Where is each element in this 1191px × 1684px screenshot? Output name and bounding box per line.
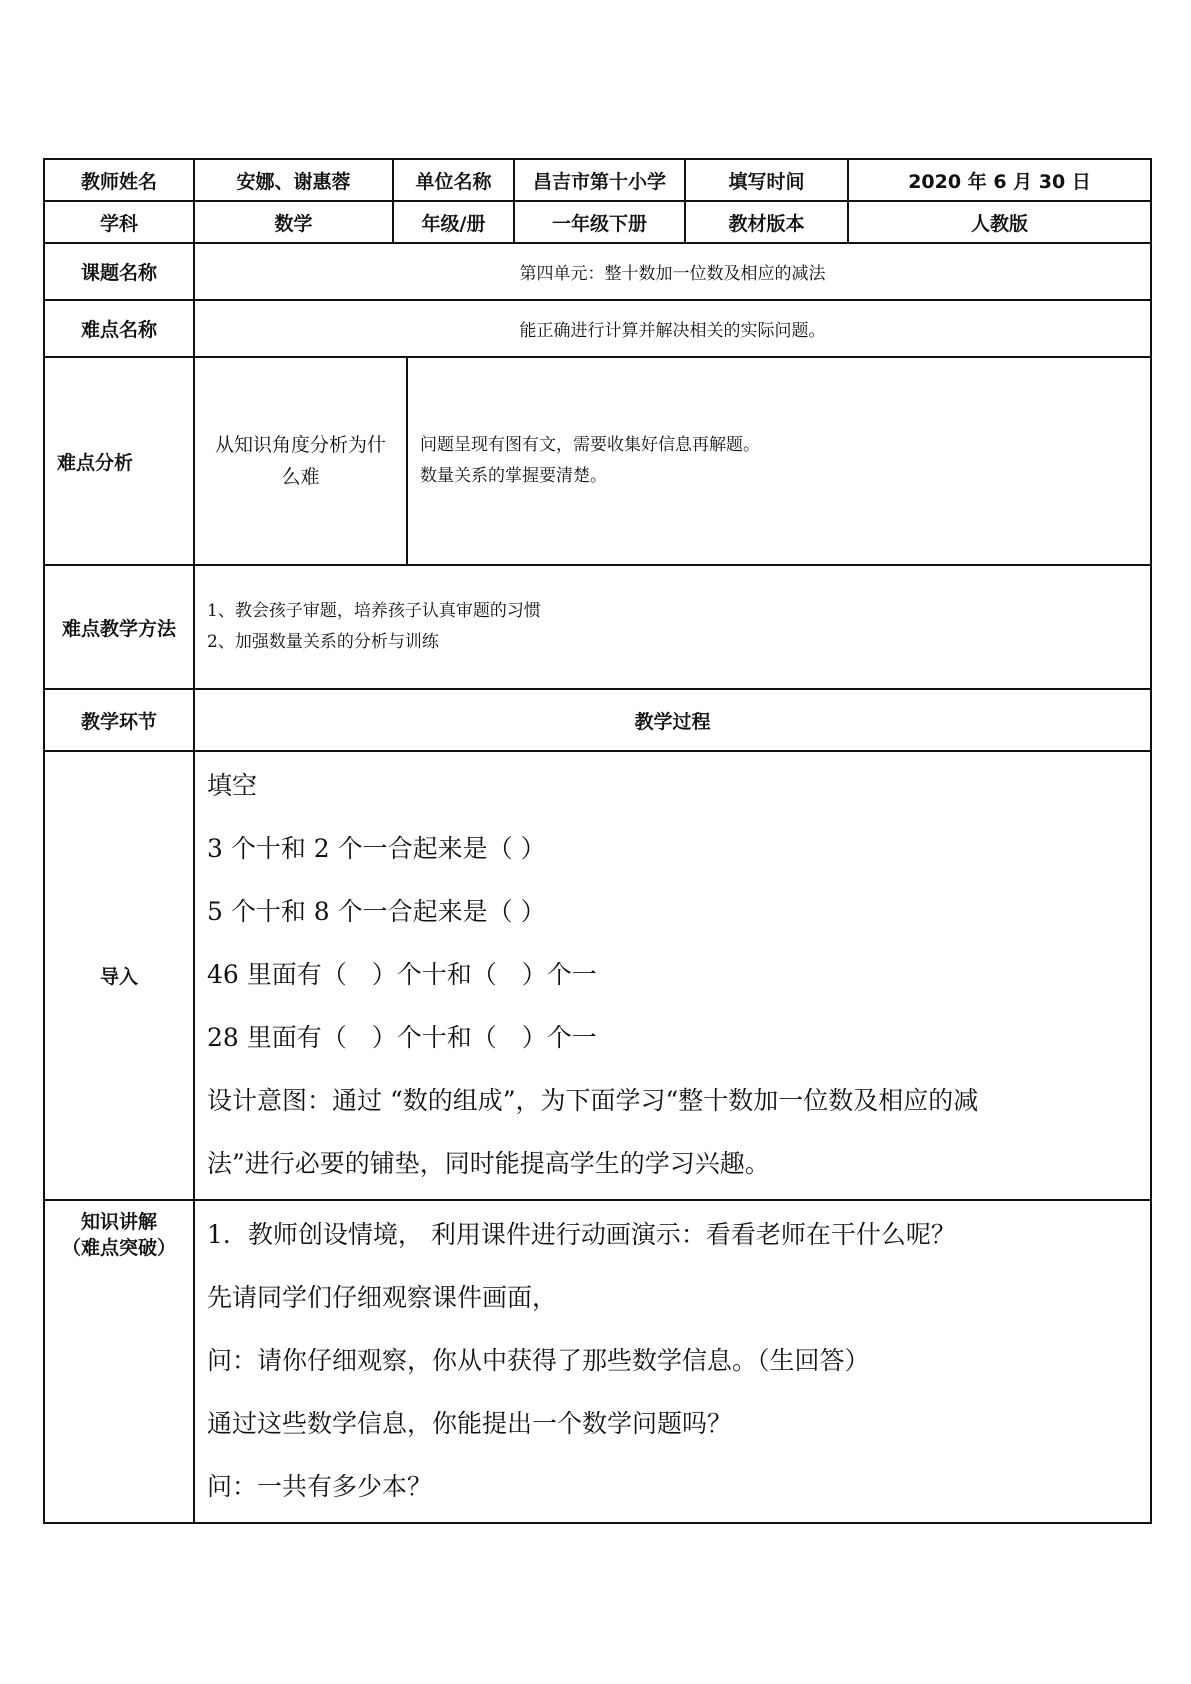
knowledge-line: 问：请你仔细观察，你从中获得了那些数学信息。（生回答） <box>207 1346 870 1375</box>
knowledge-content <box>194 1200 1151 1523</box>
subject-label: 学科 <box>44 201 194 243</box>
fill-date-label: 填写时间 <box>685 159 848 201</box>
analysis-line: 问题呈现有图有文，需要收集好信息再解题。 <box>420 435 760 455</box>
topic-label: 课题名称 <box>44 243 194 300</box>
method-content <box>194 565 1151 689</box>
knowledge-label-line-1: 知识讲解 <box>80 1211 157 1233</box>
method-label: 难点教学方法 <box>44 565 194 689</box>
knowledge-line: 问：一共有多少本？ <box>207 1472 433 1501</box>
intro-line: 设计意图：通过 “数的组成”，为下面学习“整十数加一位数及相应的减 <box>207 1086 979 1115</box>
topic-row <box>44 243 1151 300</box>
unit-name-label: 单位名称 <box>393 159 514 201</box>
intro-row <box>44 751 1151 1200</box>
teacher-name-value: 安娜、谢惠蓉 <box>194 159 393 201</box>
grade-label: 年级/册 <box>393 201 514 243</box>
knowledge-line: 先请同学们仔细观察课件画面， <box>207 1283 558 1312</box>
teacher-name-label: 教师姓名 <box>44 159 194 201</box>
analysis-line: 数量关系的掌握要清楚。 <box>420 466 607 486</box>
analysis-content <box>407 357 1151 565</box>
knowledge-label <box>44 1200 194 1523</box>
difficulty-value: 能正确进行计算并解决相关的实际问题。 <box>194 300 1151 357</box>
intro-line: 5 个十和 8 个一合起来是（ ） <box>207 897 546 926</box>
intro-line: 法”进行必要的铺垫，同时能提高学生的学习兴趣。 <box>207 1149 770 1178</box>
intro-line: 28 里面有（ ）个十和（ ）个一 <box>207 1023 597 1052</box>
knowledge-label-line-2: （难点突破） <box>61 1237 176 1259</box>
analysis-label: 难点分析 <box>44 357 194 565</box>
method-line: 1、教会孩子审题，培养孩子认真审题的习惯 <box>207 601 541 621</box>
intro-line: 46 里面有（ ）个十和（ ）个一 <box>207 960 597 989</box>
difficulty-row <box>44 300 1151 357</box>
edition-value: 人教版 <box>848 201 1151 243</box>
method-row <box>44 565 1151 689</box>
topic-value: 第四单元：整十数加一位数及相应的减法 <box>194 243 1151 300</box>
intro-content <box>194 751 1151 1200</box>
subject-value: 数学 <box>194 201 393 243</box>
analysis-row <box>44 357 1151 565</box>
fill-date-value: 2020 年 6 月 30 日 <box>848 159 1151 201</box>
intro-label: 导入 <box>44 751 194 1200</box>
header-row-1 <box>44 159 1151 201</box>
header-row-2 <box>44 201 1151 243</box>
intro-line: 填空 <box>207 771 258 800</box>
lesson-plan-table <box>43 158 1152 1524</box>
unit-name-value: 昌吉市第十小学 <box>514 159 685 201</box>
knowledge-row <box>44 1200 1151 1523</box>
analysis-sub-label: 从知识角度分析为什么难 <box>194 357 407 565</box>
intro-line: 3 个十和 2 个一合起来是（ ） <box>207 834 546 863</box>
method-line: 2、加强数量关系的分析与训练 <box>207 632 439 652</box>
grade-value: 一年级下册 <box>514 201 685 243</box>
process-stage-label: 教学环节 <box>44 689 194 751</box>
knowledge-line: 1．教师创设情境， 利用课件进行动画演示：看看老师在干什么呢？ <box>207 1220 956 1249</box>
edition-label: 教材版本 <box>685 201 848 243</box>
difficulty-label: 难点名称 <box>44 300 194 357</box>
knowledge-line: 通过这些数学信息，你能提出一个数学问题吗？ <box>207 1409 733 1438</box>
process-header-row <box>44 689 1151 751</box>
process-title: 教学过程 <box>194 689 1151 751</box>
